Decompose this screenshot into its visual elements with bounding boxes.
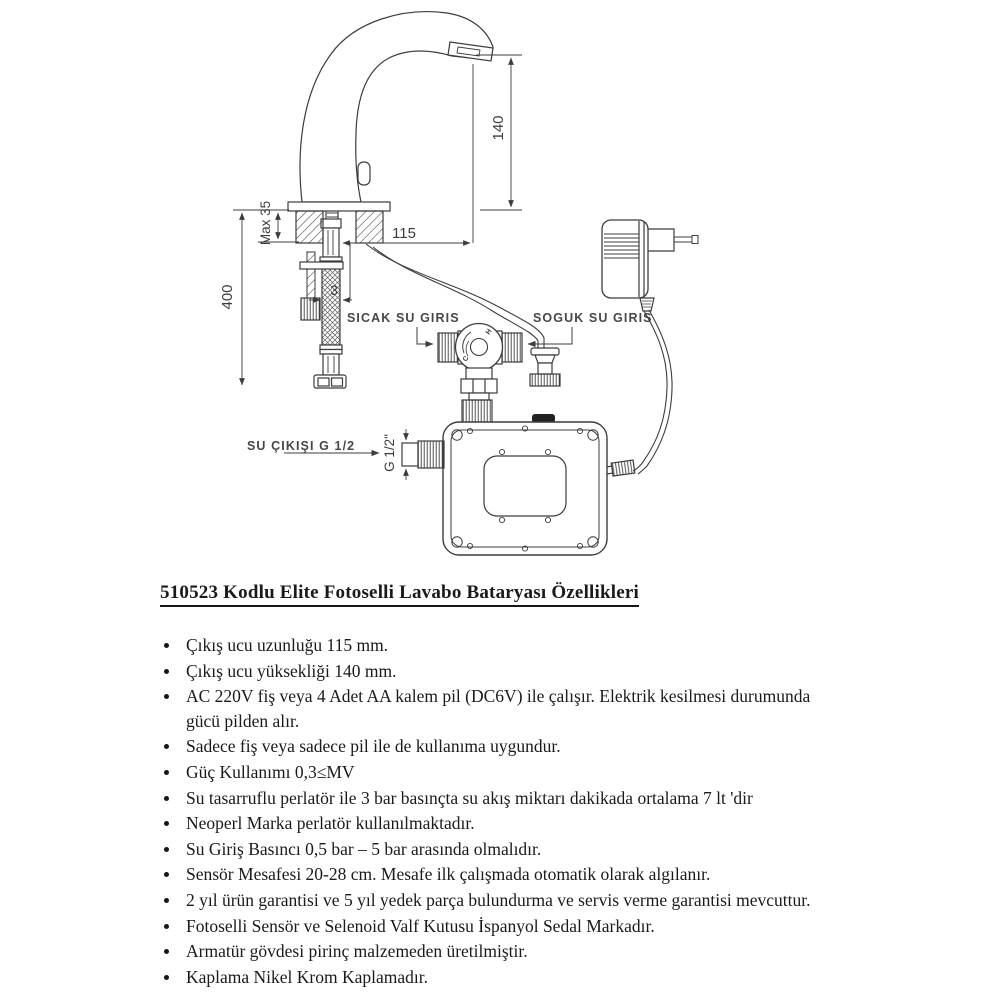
list-item: Çıkış ucu uzunluğu 115 mm. <box>160 633 848 658</box>
dim-140-label: 140 <box>490 115 507 141</box>
power-adapter <box>602 220 698 311</box>
outlet-thread-label: G 1/2" <box>382 434 397 472</box>
sensor-window <box>358 162 370 185</box>
page-title: 510523 Kodlu Elite Fotoselli Lavabo Bataryası Özellikleri <box>160 582 639 607</box>
dim-400-label: 400 <box>219 284 236 310</box>
faucet-spout <box>300 12 493 202</box>
cable-connector <box>603 460 635 477</box>
list-item: Sadece fiş veya sadece pil ile de kullanıma uygundur. <box>160 734 848 759</box>
dim-3-label: 3 <box>330 283 338 298</box>
svg-text:SICAK SU GIRIS: SICAK SU GIRIS <box>347 311 460 325</box>
label-cold-inlet <box>528 311 653 344</box>
spec-list <box>160 633 848 989</box>
label-water-outlet <box>247 439 379 453</box>
water-outlet-connector <box>382 429 444 480</box>
cold-inlet-fitting <box>530 348 560 386</box>
spec-section <box>160 582 860 990</box>
valve-hot-mark: H <box>484 327 494 337</box>
list-item: Neoperl Marka perlatör kullanılmaktadır. <box>160 811 848 836</box>
svg-text:SU ÇIKIŞI G 1/2: SU ÇIKIŞI G 1/2 <box>247 439 356 453</box>
valve-cold-mark: C <box>461 354 471 364</box>
dim-115-label: 115 <box>392 225 416 242</box>
list-item: Kaplama Nikel Krom Kaplamadır. <box>160 965 848 990</box>
adapter-cable <box>633 310 672 474</box>
list-item: Su Giriş Basıncı 0,5 bar – 5 bar arasında olmalıdır. <box>160 837 848 862</box>
list-item: Çıkış ucu yüksekliği 140 mm. <box>160 659 848 684</box>
svg-text:SOGUK SU GIRIS: SOGUK SU GIRIS <box>533 311 653 325</box>
list-item: AC 220V fiş veya 4 Adet AA kalem pil (DC6V) ile çalışır. Elektrik kesilmesi durumunda gücü pilden alır. <box>160 684 848 733</box>
plug-prongs-icon <box>648 229 698 251</box>
list-item: 2 yıl ürün garantisi ve 5 yıl yedek parça bulundurma ve servis verme garantisi mevcuttur. <box>160 888 848 913</box>
dimension-140 <box>473 55 522 243</box>
list-item: Fotoselli Sensör ve Selenoid Valf Kutusu İspanyol Sedal Markadır. <box>160 914 848 939</box>
list-item: Su tasarruflu perlatör ile 3 bar basınçta su akış miktarı dakikada ortalama 7 lt 'dir <box>160 786 848 811</box>
list-item: Güç Kullanımı 0,3≤MV <box>160 760 848 785</box>
list-item: Armatür gövdesi pirinç malzemeden üretilmiştir. <box>160 939 848 964</box>
solenoid-valve-box <box>443 400 607 555</box>
dim-max35-label: Max 35 <box>258 200 273 246</box>
mixing-valve <box>438 324 522 401</box>
list-item: Sensör Mesafesi 20-28 cm. Mesafe ilk çalışmada otomatik olarak algılanır. <box>160 862 848 887</box>
